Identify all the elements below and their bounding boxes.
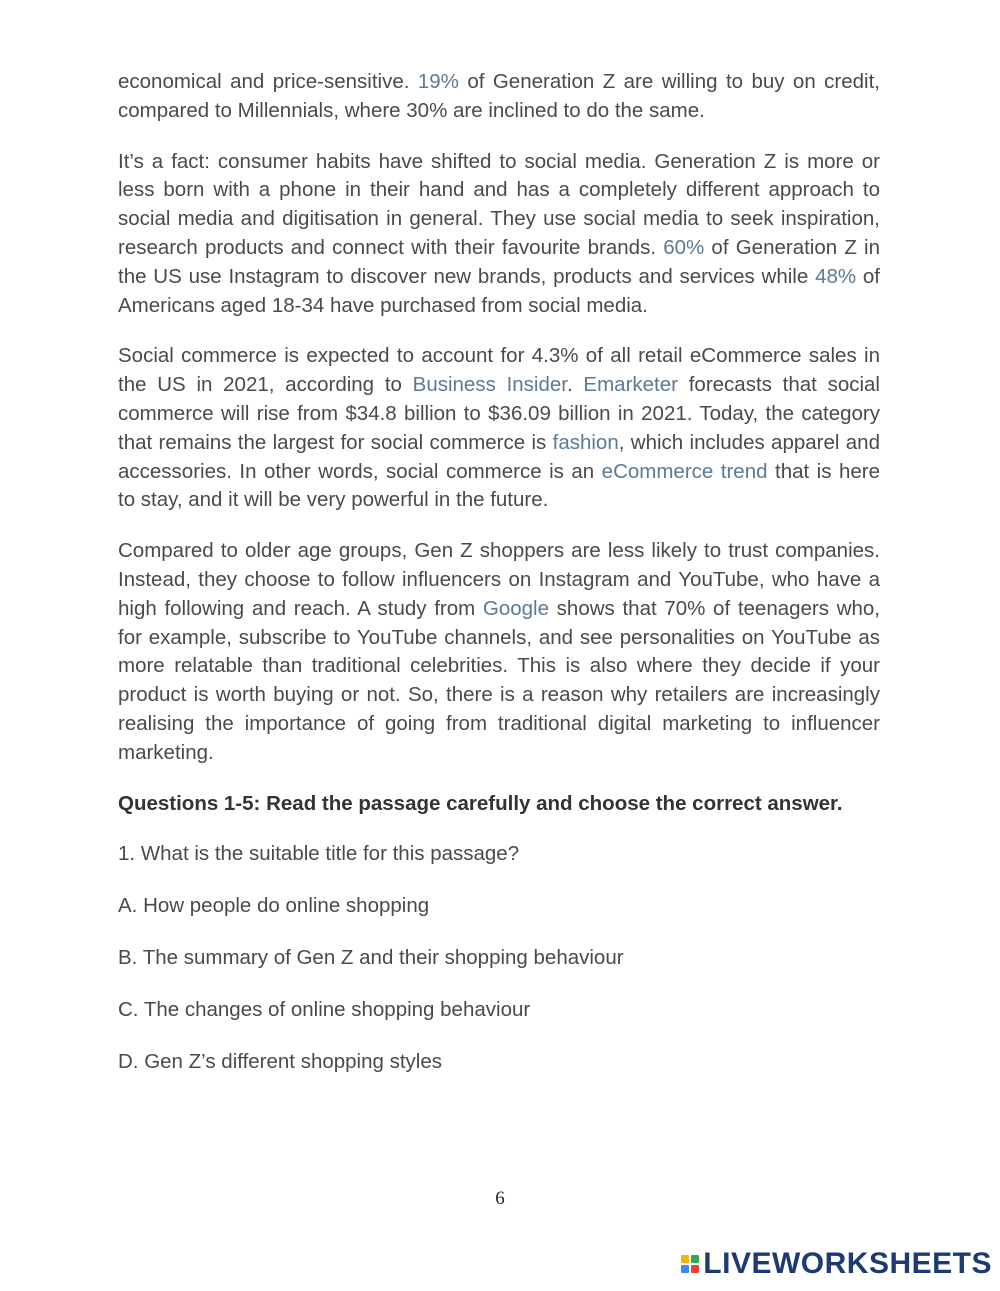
paragraph-influencers: Compared to older age groups, Gen Z shoppers are less likely to trust companies. Instead, they choose to follow influencers on Instagram and YouTube, who have a high following and reach. A study from Google shows that 70% of teenagers who, for example, subscribe to YouTube channels, and see personalities on YouTube as more relatable than traditional celebrities. This is also where they decide if your product is worth buying or not. So, there is a reason why retailers are increasingly realising the importance of going from traditional digital marketing to influencer marketing. xyxy=(118,539,880,764)
logo-square-red xyxy=(691,1265,699,1273)
option-a: A. How people do online shopping xyxy=(118,894,430,918)
link-60-percent[interactable]: 60% xyxy=(663,235,705,259)
paragraph-pricing: economical and price-sensitive. 19% of Generation Z are willing to buy on credit, compared to Millennials, where 30% are inclined to do the same. xyxy=(118,70,880,122)
question-1: 1. What is the suitable title for this passage? xyxy=(118,842,520,866)
link-emarketer[interactable]: Emarketer xyxy=(583,373,678,397)
document-page xyxy=(118,68,880,1099)
link-ecommerce-trend[interactable]: eCommerce trend xyxy=(601,459,768,483)
logo-square-yellow xyxy=(681,1255,689,1263)
link-fashion[interactable]: fashion xyxy=(552,430,619,454)
logo-square-blue xyxy=(681,1265,689,1273)
link-google[interactable]: Google xyxy=(482,596,549,620)
logo-text: LIVEWORKSHEETS xyxy=(703,1247,992,1280)
option-c: C. The changes of online shopping behaviour xyxy=(118,997,531,1021)
option-b: B. The summary of Gen Z and their shopping behaviour xyxy=(118,945,624,969)
liveworksheets-logo[interactable] xyxy=(681,1247,992,1281)
logo-grid-icon xyxy=(681,1255,699,1273)
logo-square-green xyxy=(691,1255,699,1263)
link-business-insider[interactable]: Business Insider xyxy=(412,373,567,397)
option-d: D. Gen Z’s different shopping styles xyxy=(118,1049,442,1073)
questions-heading: Questions 1-5: Read the passage carefully and choose the correct answer. xyxy=(118,791,843,815)
link-19-percent[interactable]: 19% xyxy=(417,70,459,93)
link-48-percent[interactable]: 48% xyxy=(815,264,857,288)
paragraph-social-media: It’s a fact: consumer habits have shifted to social media. Generation Z is more or less born with a phone in their hand and has a completely different approach to social media and digitisation in general. They use social media to seek inspiration, research products and connect with their favourite brands. 60% of Generation Z in the US use Instagram to discover new brands, products and services while 48% of Americans aged 18-34 have purchased from social media. xyxy=(118,149,881,317)
paragraph-social-commerce: Social commerce is expected to account for 4.3% of all retail eCommerce sales in the US in 2021, according to Business Insider. Emarketer forecasts that social commerce will rise from $34.8 billion to $36.09 billion in 2021. Today, the category that remains the largest for social commerce is fashion, which includes apparel and accessories. In other words, social commerce is an eCommerce trend that is here to stay, and it will be very powerful in the future. xyxy=(118,344,880,512)
page-number: 6 xyxy=(495,1188,505,1209)
